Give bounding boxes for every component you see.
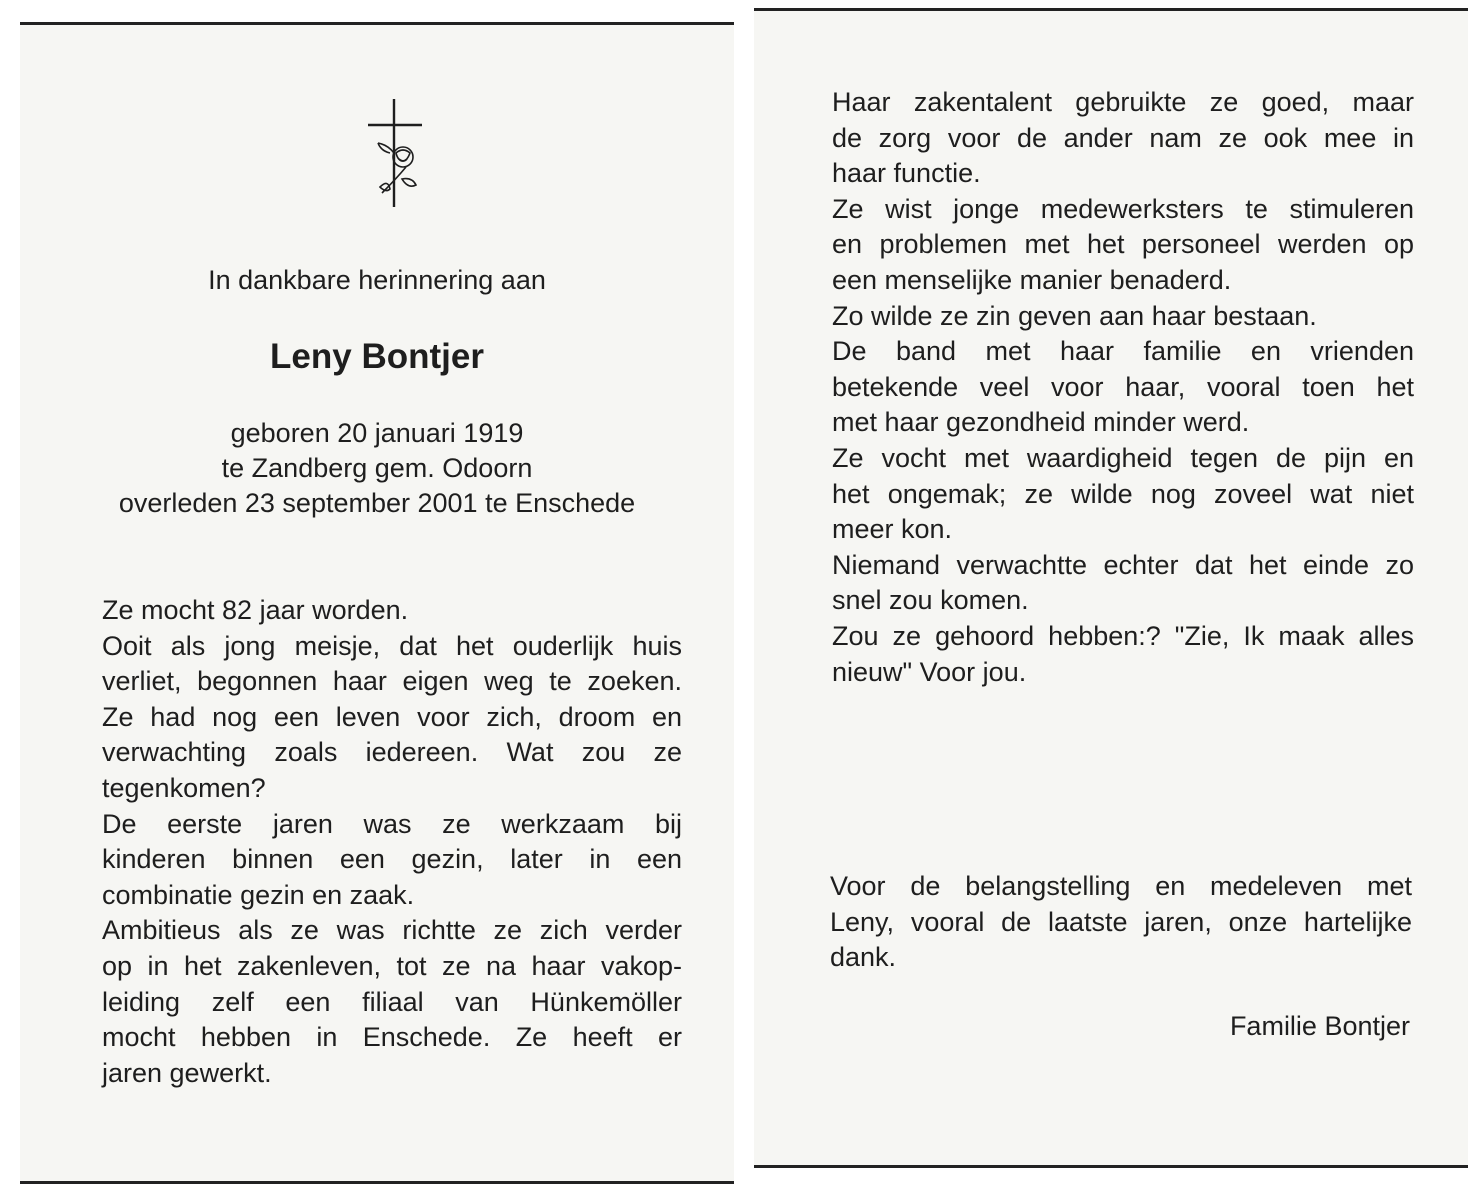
deceased-name: Leny Bontjer <box>270 337 484 376</box>
text-line: Ze had nog een leven voor zich, droom en <box>102 701 682 732</box>
family-signature: Familie Bontjer <box>1229 1011 1410 1041</box>
memorial-card-left <box>20 22 734 1184</box>
text-line: haar functie. <box>832 158 981 189</box>
text-line: Ze wist jonge medewerksters te stimuleren <box>832 193 1414 224</box>
birth-place: te Zandberg gem. Odoorn <box>221 453 533 483</box>
text-line: Ambitieus als ze was richtte ze zich verder <box>102 915 682 946</box>
text-line: De eerste jaren was ze werkzaam bij <box>102 808 682 839</box>
text-line: Ze mocht 82 jaar worden. <box>102 595 409 625</box>
text-line: Ze vocht met waardigheid tegen de pijn en <box>832 442 1414 473</box>
text-line: een menselijke manier benaderd. <box>832 264 1232 295</box>
text-line: De band met haar familie en vrienden <box>832 336 1414 367</box>
text-line: Haar zakentalent gebruikte ze goed, maar <box>832 87 1414 117</box>
text-line: kinderen binnen een gezin, later in een <box>102 844 682 875</box>
text-line: verliet, begonnen haar eigen weg te zoeken. <box>102 666 682 697</box>
text-line: Zo wilde ze zin geven aan haar bestaan. <box>832 300 1317 331</box>
text-line: Zou ze gehoord hebben:? "Zie, Ik maak alles <box>832 620 1414 651</box>
text-line: betekende veel voor haar, vooral toen het <box>832 371 1414 402</box>
text-line: jaren gewerkt. <box>102 1057 272 1088</box>
text-line: op in het zakenleven, tot ze na haar vakop- <box>102 950 682 981</box>
memorial-text-left <box>102 593 682 1091</box>
text-line: met haar gezondheid minder werd. <box>832 407 1250 438</box>
text-line: leiding zelf een filiaal van Hünkemöller <box>102 986 682 1017</box>
text-line: Ooit als jong meisje, dat het ouderlijk huis <box>102 630 682 661</box>
text-line: mocht hebben in Enschede. Ze heeft er <box>102 1022 682 1053</box>
memorial-card-right <box>754 8 1468 1168</box>
text-line: de zorg voor de ander nam ze ook mee in <box>832 122 1414 153</box>
text-line: combinatie gezin en zaak. <box>102 879 415 910</box>
text-line: snel zou komen. <box>832 585 1029 616</box>
text-line: dank. <box>830 942 897 973</box>
cross-with-rose-icon <box>366 97 422 209</box>
memorial-text-right <box>832 85 1414 690</box>
text-line: tegenkomen? <box>102 772 266 803</box>
death-date-place: overleden 23 september 2001 te Enschede <box>118 488 636 518</box>
thanks-text <box>830 869 1412 976</box>
intro-text: In dankbare herinnering aan <box>208 265 546 295</box>
text-line: het ongemak; ze wilde nog zoveel wat niet <box>832 478 1414 509</box>
text-line: Voor de belangstelling en medeleven met <box>830 871 1412 901</box>
text-line: nieuw" Voor jou. <box>832 656 1027 687</box>
birth-date: geboren 20 januari 1919 <box>230 418 524 448</box>
text-line: en problemen met het personeel werden op <box>832 229 1414 260</box>
text-line: verwachting zoals iedereen. Wat zou ze <box>102 737 682 768</box>
text-line: meer kon. <box>832 514 953 545</box>
text-line: Leny, vooral de laatste jaren, onze hartelijke <box>830 906 1412 937</box>
text-line: Niemand verwachtte echter dat het einde zo <box>832 549 1414 580</box>
